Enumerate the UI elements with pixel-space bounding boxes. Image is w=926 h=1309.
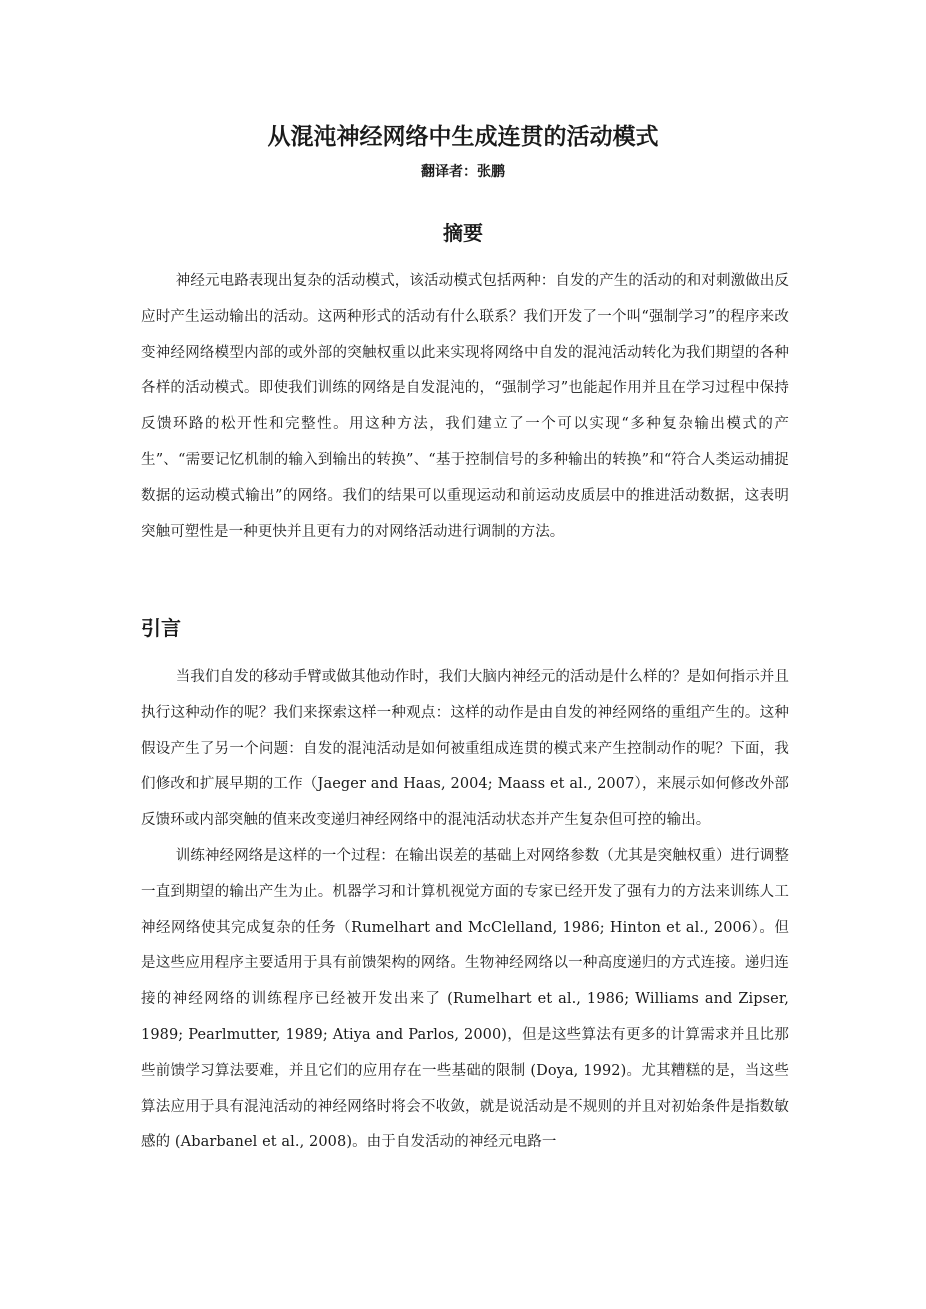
introduction-section: [141, 660, 789, 1161]
abstract-heading: 摘要: [443, 221, 483, 245]
translator-credit: 翻译者：张鹏: [421, 164, 505, 180]
introduction-paragraph-1: 当我们自发的移动手臂或做其他动作时，我们大脑内神经元的活动是什么样的？是如何指示并且执行这种动作的呢？我们来探索这样一种观点：这样的动作是由自发的神经网络的重组产生的。这种假设产生了另一个问题：自发的混沌活动是如何被重组成连贯的模式来产生控制动作的呢？下面，我们修改和扩展早期的工作（Jaeger and Haas, 2004; Maass et al., 2007），来展示如何修改外部反馈环或内部突触的值来改变递归神经网络中的混沌活动状态并产生复杂但可控的输出。: [141, 669, 789, 829]
introduction-paragraph-2: 训练神经网络是这样的一个过程：在输出误差的基础上对网络参数（尤其是突触权重）进行调整一直到期望的输出产生为止。机器学习和计算机视觉方面的专家已经开发了强有力的方法来训练人工神经网络使其完成复杂的任务（Rumelhart and McClelland, 1986; Hinton et al., 2006）。但是这些应用程序主要适用于具有前馈架构的网络。生物神经网络以一种高度递归的方式连接。递归连接的神经网络的训练程序已经被开发出来了 (Rumelhart et al., 1986; Williams and Zipser, 1989; Pearlmutter, 1989; Atiya and Parlos, 2000)，但是这些算法有更多的计算需求并且比那些前馈学习算法要难，并且它们的应用存在一些基础的限制 (Doya, 1992)。尤其糟糕的是，当这些算法应用于具有混沌活动的神经网络时将会不收敛，就是说活动是不规则的并且对初始条件是指数敏感的 (Abarbanel et al., 2008)。由于自发活动的神经元电路一: [141, 847, 789, 1151]
introduction-heading: 引言: [141, 616, 181, 640]
abstract-section: [141, 264, 789, 550]
abstract-paragraph: 神经元电路表现出复杂的活动模式，该活动模式包括两种：自发的产生的活动的和对刺激做出反应时产生运动输出的活动。这两种形式的活动有什么联系？我们开发了一个叫“强制学习”的程序来改变神经网络模型内部的或外部的突触权重以此来实现将网络中自发的混沌活动转化为我们期望的各种各样的活动模式。即使我们训练的网络是自发混沌的，“强制学习”也能起作用并且在学习过程中保持反馈环路的松开性和完整性。用这种方法，我们建立了一个可以实现“多种复杂输出模式的产生”、“需要记忆机制的输入到输出的转换”、“基于控制信号的多种输出的转换”和“符合人类运动捕捉数据的运动模式输出”的网络。我们的结果可以重现运动和前运动皮质层中的推进活动数据，这表明突触可塑性是一种更快并且更有力的对网络活动进行调制的方法。: [141, 273, 789, 540]
paper-title: 从混沌神经网络中生成连贯的活动模式: [267, 124, 659, 150]
